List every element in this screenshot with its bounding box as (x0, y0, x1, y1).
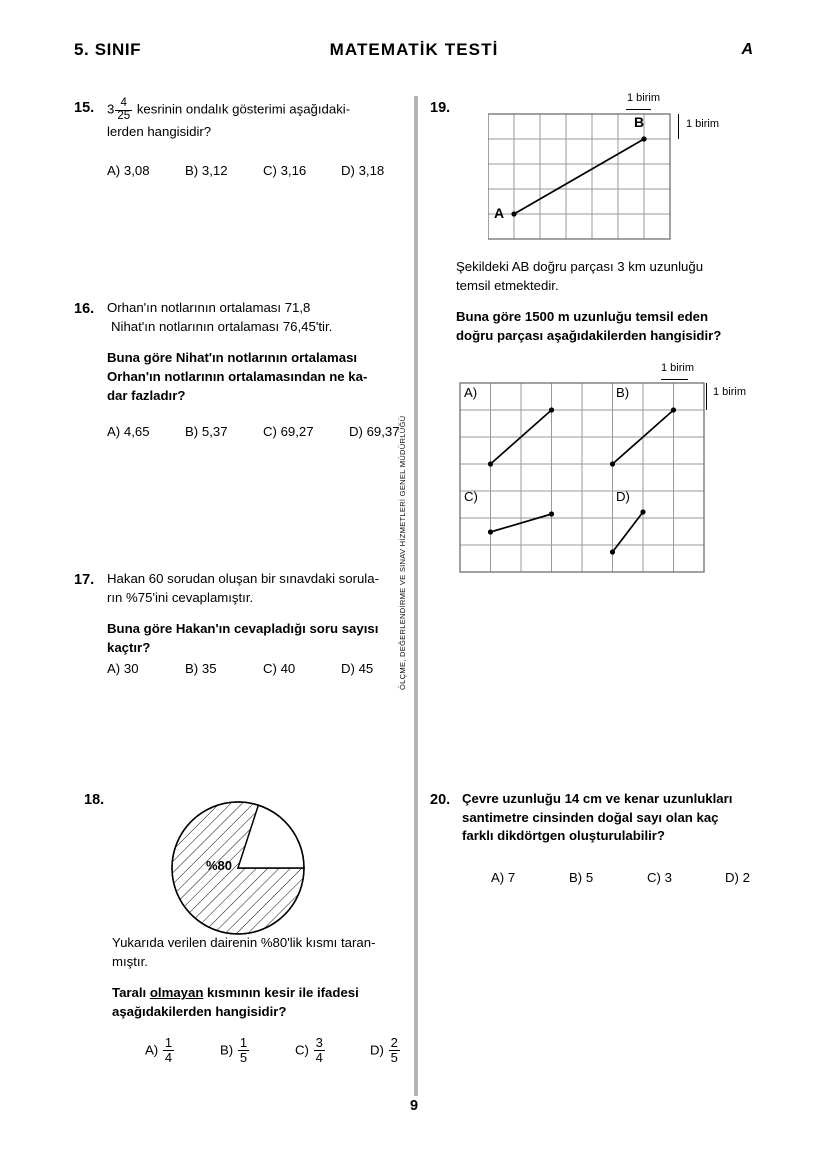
page-number: 9 (409, 1098, 419, 1114)
option-15-a-text: 3,08 (123, 163, 150, 178)
ask-prefix: Taralı (112, 985, 150, 1001)
option-15-d-label: D) (341, 163, 355, 178)
option-20-a-label: A) (491, 870, 505, 885)
option-18-c-label: C) (295, 1042, 309, 1058)
fraction-denominator: 4 (315, 1049, 323, 1065)
question-15-options (107, 163, 447, 178)
option-16-c-text: 69,27 (280, 424, 314, 439)
option-17-b-text: 35 (201, 661, 217, 676)
option-17-a-text: 30 (123, 661, 139, 676)
option-15-b[interactable] (185, 163, 263, 178)
option-16-d-label: D) (349, 424, 363, 439)
option-d-point-start (610, 549, 615, 554)
option-20-d[interactable] (725, 870, 803, 885)
question-16-stem-line-1: Orhan'ın notlarının ortalaması 71,8 (107, 300, 311, 315)
mixed-number-whole: 3 (107, 101, 115, 117)
option-20-a-text: 7 (507, 870, 516, 885)
fraction-numerator: 4 (120, 97, 127, 109)
question-19-ask-line-2: doğru parçası aşağıdakilerden hangisidir? (456, 328, 722, 344)
option-18-d-fraction (389, 1036, 400, 1064)
option-20-c[interactable] (647, 870, 725, 885)
question-16-ask-line-2: Orhan'ın notlarının ortalamasından ne ka- (107, 369, 368, 385)
option-18-b-label: B) (220, 1042, 234, 1058)
question-17-ask-line-1: Buna göre Hakan'ın cevapladığı soru sayısı (107, 621, 379, 637)
question-16 (74, 299, 404, 406)
mixed-number-fraction (115, 98, 132, 123)
pie-chart-svg (168, 798, 308, 938)
fraction-denominator: 4 (164, 1049, 173, 1065)
question-17-ask-line-2: kaçtır? (107, 640, 151, 656)
question-15-number: 15. (74, 100, 95, 116)
fraction-denominator: 5 (390, 1049, 398, 1065)
fraction-numerator: 3 (315, 1035, 323, 1050)
option-19-a-label[interactable]: A) (464, 385, 478, 400)
option-16-a-label: A) (107, 424, 121, 439)
unit-label-right: 1 birim (686, 118, 720, 130)
booklet-letter: A (741, 41, 753, 58)
question-17-number: 17. (74, 572, 95, 588)
option-20-c-label: C) (647, 870, 661, 885)
option-18-d[interactable] (370, 1036, 445, 1064)
question-19-stem-line-2: temsil etmektedir. (456, 277, 559, 293)
option-16-d[interactable] (349, 424, 435, 439)
question-18-ask-line-2: aşağıdakilerden hangisidir? (112, 1004, 287, 1020)
question-20-ask-line-1: Çevre uzunluğu 14 cm ve kenar uzunlukları (462, 791, 733, 806)
question-20-stem (462, 790, 770, 846)
unit-bar-vertical (678, 114, 679, 139)
option-18-b-fraction (238, 1036, 249, 1064)
option-17-c-text: 40 (280, 661, 296, 676)
question-16-stem-line-2: Nihat'ın notlarının ortalaması 76,45'tir. (111, 318, 333, 334)
test-title: MATEMATİK TESTİ (329, 40, 499, 59)
option-15-b-text: 3,12 (201, 163, 228, 178)
question-19-ask-line-1: Buna göre 1500 m uzunluğu temsil eden (456, 309, 709, 325)
option-18-a[interactable] (145, 1036, 220, 1064)
option-16-b-label: B) (185, 424, 199, 439)
option-19-b-label[interactable]: B) (616, 385, 630, 400)
option-18-c[interactable] (295, 1036, 370, 1064)
option-a-point-end (549, 407, 554, 412)
question-19-number: 19. (430, 100, 451, 116)
spacer (107, 336, 404, 349)
pie-shaded-label: %80 (206, 858, 233, 873)
grid-segment-svg (488, 92, 758, 252)
options-unit-label-top: 1 birim (661, 362, 695, 374)
fraction-denominator: 5 (239, 1049, 248, 1065)
options-unit-bar-vertical (706, 383, 707, 410)
option-c-point-start (488, 529, 493, 534)
spacer (456, 295, 766, 308)
question-20 (430, 790, 770, 846)
option-17-a[interactable] (107, 661, 185, 676)
spacer (107, 607, 409, 620)
option-20-c-text: 3 (664, 870, 672, 885)
unit-bar-horizontal (626, 109, 651, 110)
question-20-ask-line-3: farklı dikdörtgen oluşturulabilir? (462, 828, 665, 844)
unit-label-top: 1 birim (627, 92, 661, 104)
option-17-d-label: D) (341, 661, 355, 676)
page-header (0, 40, 828, 72)
ask-underlined-word: olmayan (149, 985, 204, 1001)
options-unit-label-right: 1 birim (713, 386, 747, 398)
option-15-c-label: C) (263, 163, 277, 178)
question-15-stem-line-2: lerden hangisidir? (107, 123, 212, 139)
options-unit-bar-horizontal (661, 379, 688, 380)
question-16-ask-line-1: Buna göre Nihat'ın notlarının ortalaması (107, 350, 358, 366)
option-15-b-label: B) (185, 163, 199, 178)
question-16-options (107, 424, 452, 439)
option-20-d-label: D) (725, 870, 739, 885)
option-17-c[interactable] (263, 661, 341, 676)
question-16-stem (107, 299, 404, 406)
question-18-pie-figure (168, 798, 308, 938)
point-b-label: B (634, 114, 645, 130)
question-15 (74, 98, 404, 142)
fraction-numerator: 2 (390, 1035, 398, 1050)
option-16-b[interactable] (185, 424, 263, 439)
option-18-a-label: A) (145, 1042, 159, 1058)
grade-label: 5. SINIF (74, 40, 142, 59)
fraction-denominator: 25 (117, 109, 131, 122)
option-15-c-text: 3,16 (280, 163, 307, 178)
option-16-d-text: 69,37 (366, 424, 400, 439)
option-b-point-start (610, 461, 615, 466)
ask-suffix: kısmının kesir ile ifadesi (203, 985, 359, 1001)
option-20-a[interactable] (491, 870, 569, 885)
option-17-c-label: C) (263, 661, 277, 676)
option-16-c[interactable] (263, 424, 349, 439)
option-17-d[interactable] (341, 661, 419, 676)
question-20-options (491, 870, 811, 885)
option-16-c-label: C) (263, 424, 277, 439)
column-divider (414, 96, 418, 1096)
option-16-a-text: 4,65 (123, 424, 150, 439)
institution-credit: ÖLÇME, DEĞERLENDİRME VE SINAV HİZMETLERİ GENEL MÜDÜRLÜĞÜ (398, 415, 407, 690)
option-15-a-label: A) (107, 163, 121, 178)
fraction-numerator: 1 (239, 1035, 248, 1050)
point-a (511, 211, 516, 216)
question-18-number: 18. (84, 792, 105, 808)
question-18-ask-line-1 (112, 984, 412, 1003)
option-15-d-text: 3,18 (358, 163, 385, 178)
option-20-b-label: B) (569, 870, 583, 885)
option-17-d-text: 45 (358, 661, 374, 676)
question-18-stem-line-2: mıştır. (112, 953, 148, 969)
option-c-point-end (549, 511, 554, 516)
option-d-point-end (640, 509, 645, 514)
option-15-c[interactable] (263, 163, 341, 178)
question-17 (74, 570, 409, 658)
question-17-stem-line-1: Hakan 60 sorudan oluşan bir sınavdaki sorula- (107, 571, 379, 586)
option-17-b-label: B) (185, 661, 199, 676)
question-16-number: 16. (74, 301, 95, 317)
option-17-a-label: A) (107, 661, 121, 676)
option-18-d-label: D) (370, 1042, 384, 1058)
option-20-b-text: 5 (585, 870, 594, 885)
option-19-d-label[interactable]: D) (616, 489, 630, 504)
option-18-b[interactable] (220, 1036, 295, 1064)
option-15-a[interactable] (107, 163, 185, 178)
question-15-stem-line-1 (107, 98, 404, 123)
question-19-options-figure (458, 362, 758, 587)
question-19-stem-line-1: Şekildeki AB doğru parçası 3 km uzunluğu (456, 259, 704, 274)
option-18-a-fraction (163, 1036, 174, 1064)
question-15-stem (107, 98, 404, 142)
option-a-point-start (488, 461, 493, 466)
question-19-text (456, 258, 766, 346)
question-20-ask-line-2: santimetre cinsinden doğal sayı olan kaç (462, 809, 719, 825)
option-16-a[interactable] (107, 424, 185, 439)
question-18-text (112, 934, 412, 1022)
question-16-ask-line-3: dar fazladır? (107, 387, 186, 403)
option-15-d[interactable] (341, 163, 419, 178)
options-grid-lines (460, 383, 704, 572)
question-19-figure (488, 92, 758, 252)
option-20-b[interactable] (569, 870, 647, 885)
question-15-stem-text: kesrinin ondalık gösterimi aşağıdaki- (136, 101, 351, 117)
question-17-stem (107, 570, 409, 658)
question-18-stem-line-1: Yukarıda verilen dairenin %80'lik kısmı taran- (112, 935, 376, 950)
option-16-b-text: 5,37 (201, 424, 228, 439)
option-17-b[interactable] (185, 661, 263, 676)
option-18-c-fraction (314, 1036, 325, 1064)
question-18-options (145, 1036, 445, 1064)
question-17-options (107, 661, 447, 676)
question-17-stem-line-2: rın %75'ini cevaplamıştır. (107, 589, 254, 605)
option-19-c-label[interactable]: C) (464, 489, 478, 504)
point-b (641, 136, 646, 141)
point-a-label: A (494, 205, 505, 221)
spacer (112, 971, 412, 984)
segment-ab (514, 139, 644, 214)
option-20-d-text: 2 (742, 870, 750, 885)
question-20-number: 20. (430, 792, 451, 808)
fraction-numerator: 1 (164, 1035, 173, 1050)
option-b-point-end (671, 407, 676, 412)
